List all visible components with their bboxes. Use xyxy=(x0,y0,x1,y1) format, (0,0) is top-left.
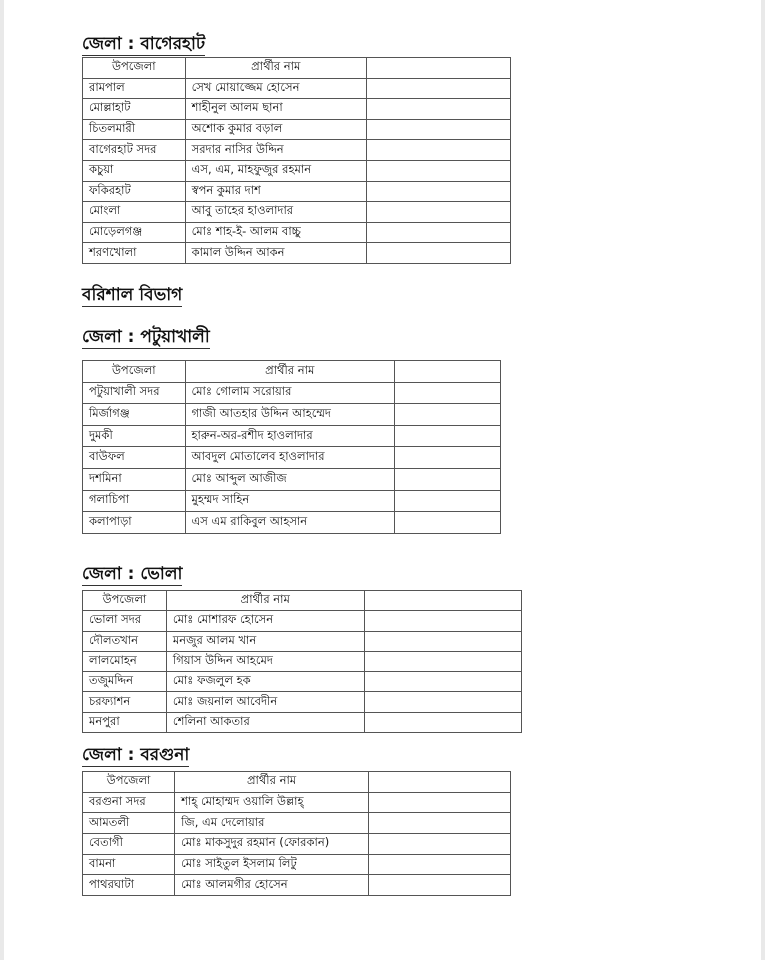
blank-cell xyxy=(364,692,521,712)
table-row xyxy=(83,119,511,140)
table-row xyxy=(83,404,501,426)
upazila-cell: উপজেলা xyxy=(83,591,167,611)
candidate-table-bagerhat xyxy=(82,57,511,264)
blank-cell xyxy=(369,792,511,813)
upazila-cell: উপজেলা xyxy=(83,58,186,79)
candidate-name-cell: মোঃ সাইতুল ইসলাম লিটু xyxy=(175,854,369,875)
upazila-cell: মোল্লাহাট xyxy=(83,99,186,120)
candidate-name-cell: গাজী আতহার উদ্দিন আহম্মেদ xyxy=(185,404,394,426)
table-row xyxy=(83,140,511,161)
upazila-cell: মির্জাগঞ্জ xyxy=(83,404,186,426)
blank-cell xyxy=(394,512,500,534)
upazila-cell: বামনা xyxy=(83,854,175,875)
candidate-name-cell: মনজুর আলম খান xyxy=(166,631,364,651)
district-heading-bagerhat: জেলা : বাগেরহাট xyxy=(82,34,206,54)
upazila-cell: বাগেরহাট সদর xyxy=(83,140,186,161)
blank-cell xyxy=(364,672,521,692)
candidate-name-cell: হারুন-অর-রশীদ হাওলাদার xyxy=(185,425,394,447)
upazila-cell: তজুমদ্দিন xyxy=(83,672,167,692)
table-row xyxy=(83,160,511,181)
upazila-cell: ভোলা সদর xyxy=(83,611,167,631)
upazila-cell: ফকিরহাট xyxy=(83,181,186,202)
upazila-cell: মোড়েলগঞ্জ xyxy=(83,222,186,243)
upazila-cell: আমতলী xyxy=(83,813,175,834)
blank-cell xyxy=(394,404,500,426)
table-row xyxy=(83,672,522,692)
blank-cell xyxy=(394,468,500,490)
table-header-row xyxy=(83,772,511,793)
upazila-cell: উপজেলা xyxy=(83,772,175,793)
upazila-cell: দৌলতখান xyxy=(83,631,167,651)
candidate-name-cell: আবদুল মোতালেব হাওলাদার xyxy=(185,447,394,469)
table-header-row xyxy=(83,58,511,79)
blank-cell xyxy=(364,591,521,611)
candidate-name-cell: গিয়াস উদ্দিন আহমেদ xyxy=(166,651,364,671)
upazila-cell: মনপুরা xyxy=(83,712,167,732)
upazila-cell: রামপাল xyxy=(83,78,186,99)
candidate-name-cell: মোঃ আলমগীর হোসেন xyxy=(175,875,369,896)
table-row xyxy=(83,382,501,404)
upazila-cell: চরফ্যাশন xyxy=(83,692,167,712)
blank-cell xyxy=(366,140,510,161)
table-row xyxy=(83,834,511,855)
table-row xyxy=(83,490,501,512)
blank-cell xyxy=(366,78,510,99)
table-row xyxy=(83,99,511,120)
table-row xyxy=(83,854,511,875)
upazila-cell: উপজেলা xyxy=(83,361,186,383)
blank-cell xyxy=(369,875,511,896)
candidate-name-cell: স্বপন কুমার দাশ xyxy=(185,181,366,202)
blank-cell xyxy=(366,202,510,223)
blank-cell xyxy=(366,222,510,243)
candidate-name-cell: সরদার নাসির উদ্দিন xyxy=(185,140,366,161)
table-row xyxy=(83,875,511,896)
table-row xyxy=(83,243,511,264)
candidate-name-cell: মোঃ জয়নাল আবেদীন xyxy=(166,692,364,712)
candidate-name-cell: সেখ মোয়াজ্জেম হোসেন xyxy=(185,78,366,99)
candidate-name-cell: মোঃ মাকসুদুর রহমান (ফোরকান) xyxy=(175,834,369,855)
blank-cell xyxy=(364,611,521,631)
candidate-name-cell: মোঃ শাহ-ই- আলম বাচ্চু xyxy=(185,222,366,243)
blank-cell xyxy=(364,712,521,732)
table-row xyxy=(83,181,511,202)
blank-cell xyxy=(369,854,511,875)
candidate-name-cell: প্রার্থীর নাম xyxy=(175,772,369,793)
blank-cell xyxy=(366,160,510,181)
blank-cell xyxy=(394,425,500,447)
blank-cell xyxy=(394,361,500,383)
candidate-name-cell: কামাল উদ্দিন আকন xyxy=(185,243,366,264)
upazila-cell: বাউফল xyxy=(83,447,186,469)
candidate-name-cell: মোঃ আব্দুল আজীজ xyxy=(185,468,394,490)
upazila-cell: বরগুনা সদর xyxy=(83,792,175,813)
upazila-cell: কচুয়া xyxy=(83,160,186,181)
blank-cell xyxy=(369,772,511,793)
blank-cell xyxy=(394,447,500,469)
upazila-cell: গলাচিপা xyxy=(83,490,186,512)
upazila-cell: লালমোহন xyxy=(83,651,167,671)
upazila-cell: দশমিনা xyxy=(83,468,186,490)
candidate-name-cell: এস এম রাকিবুল আহসান xyxy=(185,512,394,534)
upazila-cell: কলাপাড়া xyxy=(83,512,186,534)
blank-cell xyxy=(364,651,521,671)
candidate-name-cell: এস, এম, মাহফুজুর রহমান xyxy=(185,160,366,181)
table-row xyxy=(83,425,501,447)
table-row xyxy=(83,222,511,243)
candidate-name-cell: আবু তাহের হাওলাদার xyxy=(185,202,366,223)
table-row xyxy=(83,611,522,631)
table-row xyxy=(83,692,522,712)
candidate-name-cell: শেলিনা আকতার xyxy=(166,712,364,732)
blank-cell xyxy=(366,181,510,202)
blank-cell xyxy=(366,119,510,140)
division-heading-barishal: বরিশাল বিভাগ xyxy=(82,285,183,305)
blank-cell xyxy=(364,631,521,651)
blank-cell xyxy=(366,58,510,79)
document-page xyxy=(4,0,761,960)
upazila-cell: বেতাগী xyxy=(83,834,175,855)
district-heading-barguna: জেলা : বরগুনা xyxy=(82,745,190,765)
candidate-name-cell: মোঃ গোলাম সরোয়ার xyxy=(185,382,394,404)
blank-cell xyxy=(369,834,511,855)
candidate-name-cell: শাহীনুল আলম ছানা xyxy=(185,99,366,120)
candidate-table-patuakhali xyxy=(82,360,501,534)
table-row xyxy=(83,631,522,651)
table-row xyxy=(83,813,511,834)
candidate-name-cell: শাহ্ মোহাম্মদ ওয়ালি উল্লাহ্ xyxy=(175,792,369,813)
upazila-cell: মোংলা xyxy=(83,202,186,223)
table-header-row xyxy=(83,361,501,383)
candidate-name-cell: মোঃ মোশারফ হোসেন xyxy=(166,611,364,631)
upazila-cell: পটুয়াখালী সদর xyxy=(83,382,186,404)
table-row xyxy=(83,712,522,732)
candidate-name-cell: প্রার্থীর নাম xyxy=(166,591,364,611)
district-heading-patuakhali: জেলা : পটুয়াখালী xyxy=(82,327,210,347)
candidate-name-cell: অশোক কুমার বড়াল xyxy=(185,119,366,140)
table-row xyxy=(83,512,501,534)
table-row xyxy=(83,447,501,469)
blank-cell xyxy=(394,490,500,512)
table-row xyxy=(83,468,501,490)
blank-cell xyxy=(394,382,500,404)
candidate-name-cell: প্রার্থীর নাম xyxy=(185,58,366,79)
upazila-cell: দুমকী xyxy=(83,425,186,447)
upazila-cell: চিতলমারী xyxy=(83,119,186,140)
table-header-row xyxy=(83,591,522,611)
table-row xyxy=(83,78,511,99)
table-row xyxy=(83,651,522,671)
table-row xyxy=(83,202,511,223)
district-heading-bhola: জেলা : ভোলা xyxy=(82,564,183,584)
candidate-name-cell: মোঃ ফজলুল হক xyxy=(166,672,364,692)
candidate-name-cell: প্রার্থীর নাম xyxy=(185,361,394,383)
blank-cell xyxy=(366,243,510,264)
upazila-cell: পাথরঘাটা xyxy=(83,875,175,896)
candidate-name-cell: মুহম্মদ সাহিন xyxy=(185,490,394,512)
table-row xyxy=(83,792,511,813)
blank-cell xyxy=(369,813,511,834)
blank-cell xyxy=(366,99,510,120)
candidate-name-cell: জি, এম দেলোয়ার xyxy=(175,813,369,834)
candidate-table-barguna xyxy=(82,771,511,896)
upazila-cell: শরণখোলা xyxy=(83,243,186,264)
candidate-table-bhola xyxy=(82,590,522,733)
